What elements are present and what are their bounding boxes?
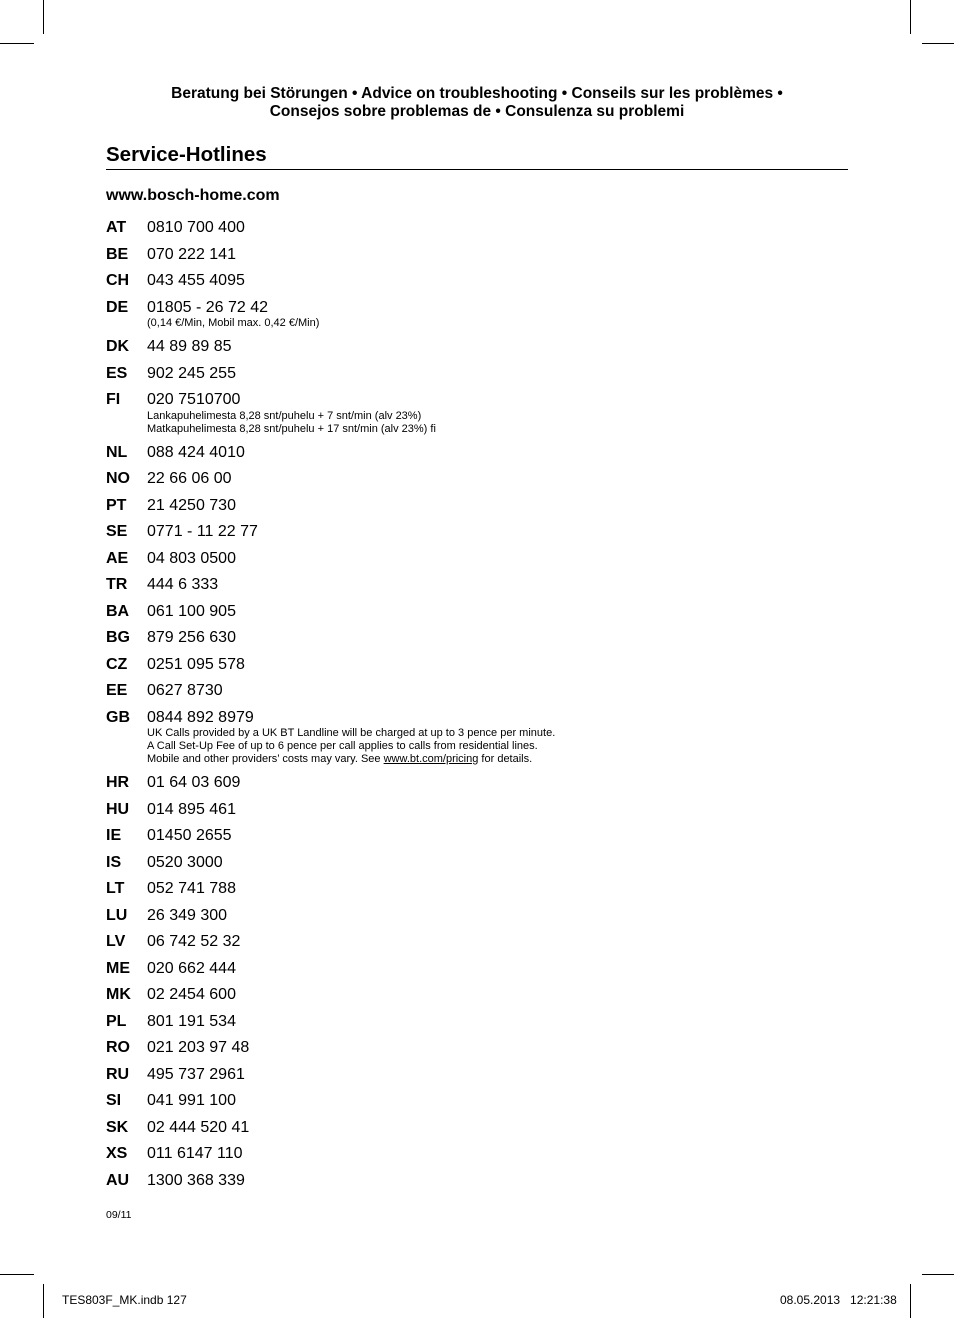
phone-number: 014 895 461 [147, 800, 236, 818]
country-code: LV [106, 933, 126, 950]
phone-number: 020 662 444 [147, 959, 236, 977]
country-code: IE [106, 827, 122, 844]
phone-number: 495 737 2961 [147, 1065, 245, 1083]
hotline-row [106, 219, 848, 238]
country-code: LT [106, 880, 125, 897]
phone-number: 020 7510700 [147, 391, 241, 408]
page-title: Service-Hotlines [106, 143, 848, 170]
hotline-row [106, 603, 848, 622]
phone-number: 0771 - 11 22 77 [147, 523, 258, 540]
country-code: TR [106, 576, 128, 593]
crop-mark [910, 1284, 911, 1318]
hotline-row [106, 299, 848, 331]
phone-number: 01805 - 26 72 42 [147, 298, 268, 316]
country-code: ME [106, 959, 130, 977]
hotline-row [106, 907, 848, 926]
country-code: XS [106, 1145, 128, 1162]
phone-number: 0251 095 578 [147, 655, 245, 673]
phone-number: 0520 3000 [147, 853, 223, 871]
phone-number: 22 66 06 00 [147, 470, 232, 487]
hotline-row [106, 960, 848, 979]
country-code: BG [106, 629, 130, 646]
country-code: ES [106, 364, 128, 382]
crop-mark [922, 1274, 954, 1275]
crop-mark [0, 43, 34, 44]
crop-mark [922, 43, 954, 44]
country-code: DE [106, 298, 129, 316]
hotline-row [106, 801, 848, 820]
tariff-note-text: Mobile and other providers’ costs may vary. See [147, 753, 384, 765]
country-code: LU [106, 906, 128, 924]
country-code: SE [106, 523, 128, 540]
country-code: PT [106, 496, 127, 514]
hotline-row [106, 827, 848, 846]
footer-timestamp: 08.05.2013 12:21:38 [780, 1293, 897, 1307]
hotline-row [106, 470, 848, 489]
country-code: MK [106, 986, 131, 1003]
header-line-2: Consejos sobre problemas de • Consulenza su problemi [269, 103, 685, 120]
hotline-row [106, 774, 848, 793]
country-code: NO [106, 470, 130, 487]
crop-mark [43, 1284, 44, 1318]
hotline-row [106, 576, 848, 595]
country-code: CH [106, 272, 130, 289]
phone-number: 01 64 03 609 [147, 774, 241, 791]
country-code: SK [106, 1118, 129, 1136]
country-code: CZ [106, 655, 128, 673]
hotline-row [106, 550, 848, 569]
tariff-note: Lankapuhelimesta 8,28 snt/puhelu + 7 snt/min (alv 23%) [147, 409, 422, 422]
country-code: DK [106, 338, 130, 355]
country-code: AE [106, 549, 129, 567]
phone-number: 444 6 333 [147, 576, 219, 593]
hotline-row [106, 880, 848, 899]
phone-number: 052 741 788 [147, 880, 236, 897]
phone-number: 902 245 255 [147, 364, 236, 382]
country-code: HU [106, 800, 130, 818]
country-code: PL [106, 1012, 127, 1030]
hotline-list [106, 219, 848, 1198]
hotline-row [106, 629, 848, 648]
phone-number: 801 191 534 [147, 1012, 236, 1030]
tariff-note: UK Calls provided by a UK BT Landline will be charged at up to 3 pence per minute. [147, 727, 556, 739]
header-line-1: Beratung bei Störungen • Advice on troubleshooting • Conseils sur les problèmes • [171, 85, 783, 102]
website-link[interactable]: www.bosch-home.com [106, 187, 280, 204]
hotline-row [106, 497, 848, 516]
phone-number: 44 89 89 85 [147, 338, 232, 355]
phone-number: 011 6147 110 [147, 1145, 243, 1162]
phone-number: 043 455 4095 [147, 272, 245, 289]
hotline-row [106, 444, 848, 463]
country-code: AU [106, 1171, 130, 1189]
phone-number: 01450 2655 [147, 827, 232, 844]
country-code: GB [106, 708, 130, 726]
country-code: IS [106, 853, 122, 871]
phone-number: 0627 8730 [147, 682, 223, 699]
phone-number: 061 100 905 [147, 602, 236, 620]
country-code: FI [106, 391, 121, 408]
pricing-link[interactable]: www.bt.com/pricing [383, 753, 479, 765]
crop-mark [0, 1274, 34, 1275]
phone-number: 0810 700 400 [147, 219, 245, 236]
tariff-note: (0,14 €/Min, Mobil max. 0,42 €/Min) [147, 317, 320, 329]
country-code: NL [106, 443, 128, 461]
hotline-row [106, 1066, 848, 1085]
phone-number: 04 803 0500 [147, 549, 236, 567]
country-code: BE [106, 245, 129, 263]
phone-number: 041 991 100 [147, 1092, 236, 1109]
footer-file-info: TES803F_MK.indb 127 [62, 1293, 187, 1307]
hotline-row [106, 1039, 848, 1058]
country-code: RU [106, 1065, 130, 1083]
hotline-row [106, 656, 848, 675]
hotline-row [106, 709, 848, 767]
country-code: BA [106, 602, 130, 620]
hotline-row [106, 338, 848, 357]
phone-number: 21 4250 730 [147, 496, 236, 514]
country-code: EE [106, 682, 128, 699]
phone-number: 021 203 97 48 [147, 1039, 250, 1056]
page-header [0, 85, 954, 121]
phone-number: 879 256 630 [147, 629, 236, 646]
phone-number: 1300 368 339 [147, 1171, 245, 1189]
phone-number: 26 349 300 [147, 906, 228, 924]
phone-number: 0844 892 8979 [147, 708, 254, 726]
hotline-row [106, 246, 848, 265]
hotline-row [106, 933, 848, 952]
country-code: RO [106, 1039, 130, 1056]
hotline-row [106, 1013, 848, 1032]
tariff-note [147, 753, 848, 766]
crop-mark [910, 0, 911, 34]
hotline-row [106, 1172, 848, 1191]
version-label: 09/11 [106, 1209, 132, 1221]
phone-number: 06 742 52 32 [147, 933, 241, 950]
hotline-row [106, 682, 848, 701]
hotline-row [106, 523, 848, 542]
hotline-row [106, 986, 848, 1005]
hotline-row [106, 391, 848, 436]
hotline-row [106, 854, 848, 873]
tariff-note: Matkapuhelimesta 8,28 snt/puhelu + 17 snt/min (alv 23%) fi [147, 422, 436, 435]
phone-number: 070 222 141 [147, 245, 236, 263]
tariff-note-text: for details. [478, 753, 533, 765]
phone-number: 02 2454 600 [147, 986, 236, 1003]
country-code: HR [106, 774, 130, 791]
country-code: SI [106, 1092, 122, 1109]
crop-mark [43, 0, 44, 34]
phone-number: 02 444 520 41 [147, 1118, 250, 1136]
hotline-row [106, 272, 848, 291]
hotline-row [106, 1145, 848, 1164]
hotline-row [106, 365, 848, 384]
hotline-row [106, 1119, 848, 1138]
tariff-note: A Call Set-Up Fee of up to 6 pence per call applies to calls from residential lines. [147, 740, 538, 752]
phone-number: 088 424 4010 [147, 443, 245, 461]
hotline-row [106, 1092, 848, 1111]
country-code: AT [106, 219, 127, 236]
